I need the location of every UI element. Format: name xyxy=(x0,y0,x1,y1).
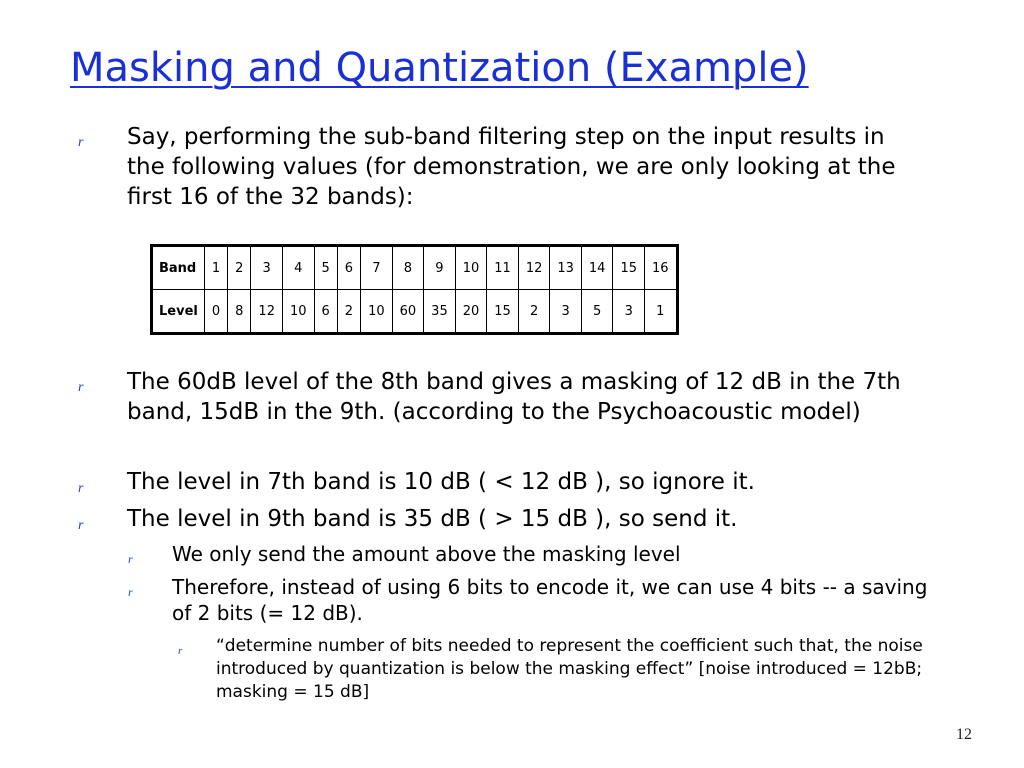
table-row-level xyxy=(152,290,678,334)
level-cell: 3 xyxy=(613,290,645,334)
bullet-marker: r xyxy=(78,135,84,150)
bullet-marker: r xyxy=(178,645,183,657)
level-cell: 5 xyxy=(581,290,613,334)
bullet-marker: r xyxy=(128,585,133,599)
band-cell: 1 xyxy=(204,246,227,290)
band-cell: 10 xyxy=(455,246,487,290)
band-cell: 12 xyxy=(518,246,550,290)
bullet-send: The level in 9th band is 35 dB ( > 15 dB ), so send it. xyxy=(127,506,738,532)
level-cell: 0 xyxy=(204,290,227,334)
level-cell: 15 xyxy=(487,290,519,334)
band-cell: 5 xyxy=(314,246,337,290)
bullet-masking: The 60dB level of the 8th band gives a masking of 12 dB in the 7th band, 15dB in the 9th. (according to the Psychoacoustic model) xyxy=(127,369,901,425)
slide-title: Masking and Quantization (Example) xyxy=(70,45,809,91)
band-cell: 9 xyxy=(424,246,456,290)
bullet-marker: r xyxy=(78,380,84,395)
intro-text: Say, performing the sub-band filtering step on the input results in the following values (for demonstration, we are only looking at the first 16 of the 32 bands): xyxy=(127,124,896,210)
bullet-marker: r xyxy=(78,481,84,496)
band-cell: 14 xyxy=(581,246,613,290)
level-cell: 12 xyxy=(251,290,283,334)
band-cell: 13 xyxy=(550,246,582,290)
band-cell: 11 xyxy=(487,246,519,290)
band-cell: 2 xyxy=(228,246,251,290)
table-row-band xyxy=(152,246,678,290)
level-cell: 1 xyxy=(645,290,678,334)
bullet-marker: r xyxy=(78,518,84,533)
sub-bullet-bits: Therefore, instead of using 6 bits to encode it, we can use 4 bits -- a saving of 2 bits (= 12 dB). xyxy=(172,575,928,625)
band-cell: 6 xyxy=(337,246,360,290)
bullet-marker: r xyxy=(128,552,133,566)
quote-bullet: “determine number of bits needed to represent the coefficient such that, the noise introduced by quantization is below the masking effect” [noise introduced = 12bB; masking = 15 dB] xyxy=(216,636,923,702)
level-cell: 2 xyxy=(518,290,550,334)
bullet-ignore: The level in 7th band is 10 dB ( < 12 dB ), so ignore it. xyxy=(127,469,755,495)
level-cell: 3 xyxy=(550,290,582,334)
level-cell: 8 xyxy=(228,290,251,334)
level-cell: 10 xyxy=(361,290,393,334)
band-cell: 8 xyxy=(392,246,424,290)
level-cell: 20 xyxy=(455,290,487,334)
level-cell: 35 xyxy=(424,290,456,334)
slide-number: 12 xyxy=(956,726,972,743)
level-cell: 60 xyxy=(392,290,424,334)
level-cell: 10 xyxy=(282,290,314,334)
sub-bullet-amount: We only send the amount above the masking level xyxy=(172,542,681,566)
band-cell: 3 xyxy=(251,246,283,290)
band-cell: 15 xyxy=(613,246,645,290)
band-cell: 4 xyxy=(282,246,314,290)
row-label-band: Band xyxy=(152,246,205,290)
band-cell: 7 xyxy=(361,246,393,290)
row-label-level: Level xyxy=(152,290,205,334)
band-cell: 16 xyxy=(645,246,678,290)
level-cell: 6 xyxy=(314,290,337,334)
level-cell: 2 xyxy=(337,290,360,334)
band-level-table xyxy=(150,244,679,335)
